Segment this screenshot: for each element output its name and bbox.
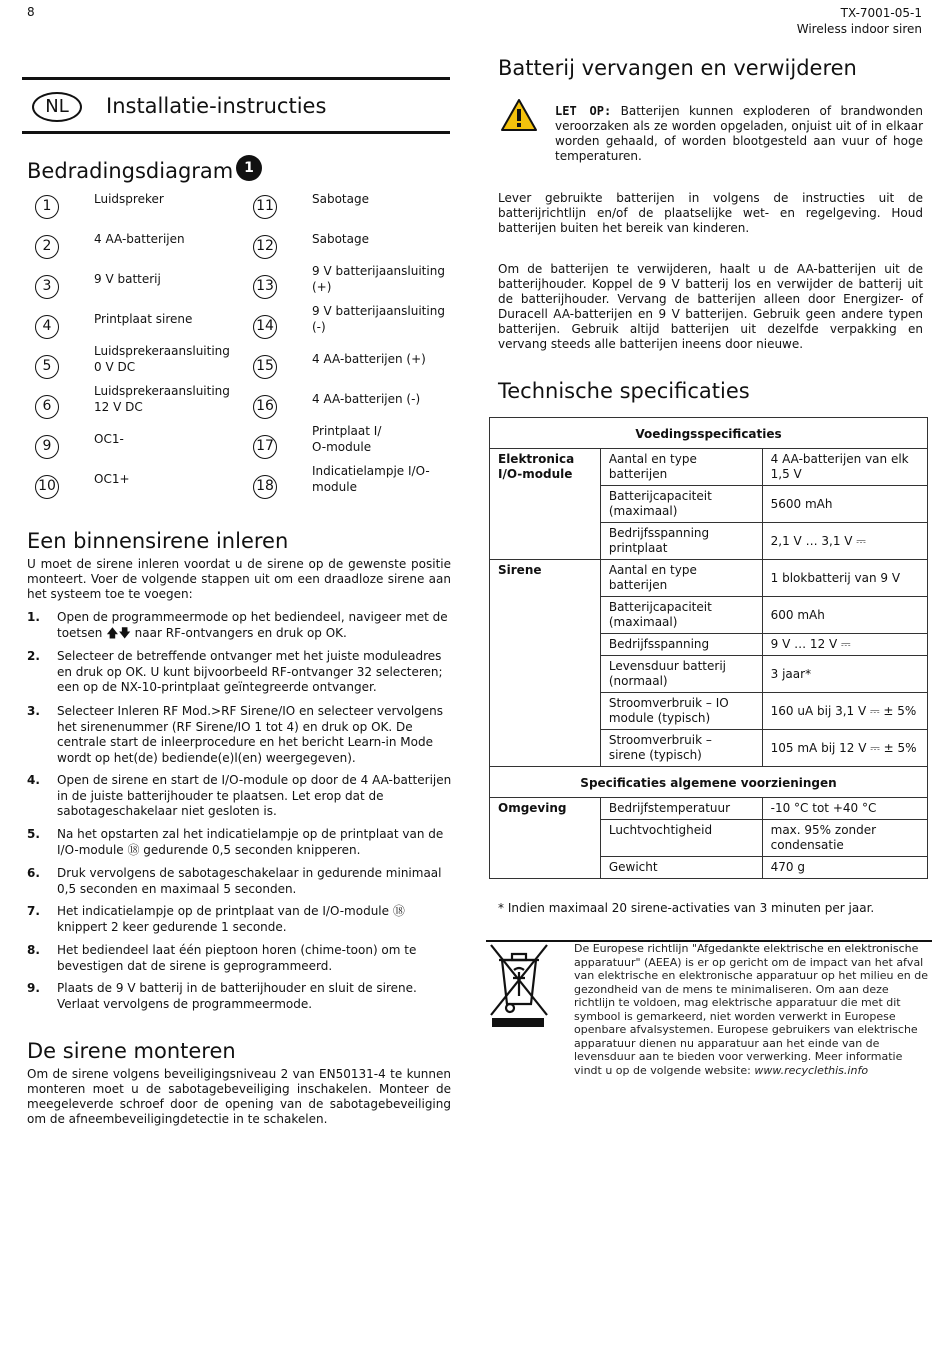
learn-step xyxy=(27,943,453,974)
spec-value: -10 °C tot +40 °C xyxy=(762,798,927,820)
wiring-number-17: 17 xyxy=(253,435,277,459)
spec-parameter: Batterijcapaciteit (maximaal) xyxy=(600,597,762,634)
wiring-label-9: OC1- xyxy=(94,432,124,446)
wiring-number-10: 10 xyxy=(35,475,59,499)
learn-step-number: 2. xyxy=(27,649,40,663)
spec-value: max. 95% zonder condensatie xyxy=(762,820,927,857)
learn-step-number: 1. xyxy=(27,610,40,624)
wiring-number-4: 4 xyxy=(35,315,59,339)
wiring-title: Bedradingsdiagram xyxy=(27,159,234,183)
spec-parameter: Bedrijfstemperatuur xyxy=(600,798,762,820)
spec-category xyxy=(490,597,601,634)
spec-category xyxy=(490,730,601,767)
spec-value: 600 mAh xyxy=(762,597,927,634)
learn-intro: U moet de sirene inleren voordat u de sirene op de gewenste positie monteert. Voer de volgende stappen uit om een draadloze sirene aan het systeem toe te voegen: xyxy=(27,557,451,601)
wiring-number-15: 15 xyxy=(253,355,277,379)
learn-step-text: Selecteer de betreffende ontvanger met het juiste moduleadres en druk op OK. U kunt bijvoorbeeld RF-ontvanger 32 selecteren; een op de NX-10-printplaat geïntegreerde ontvanger. xyxy=(57,649,443,694)
learn-step-number: 5. xyxy=(27,827,40,841)
wiring-label-3: 9 V batterij xyxy=(94,272,161,286)
spec-title: Technische specificaties xyxy=(498,379,750,403)
spec-row xyxy=(490,523,928,560)
language-badge: NL xyxy=(32,92,82,122)
learn-step xyxy=(27,981,453,1012)
learn-step-text: Na het opstarten zal het indicatielampje op de printplaat van de I/O-module ⑱ gedurende 0,5 seconden knipperen. xyxy=(57,827,444,857)
learn-step-number: 8. xyxy=(27,943,40,957)
wiring-label-18: Indicatielampje I/O- module xyxy=(312,464,430,494)
learn-step xyxy=(27,904,453,935)
weee-bin-icon xyxy=(486,940,552,1030)
spec-value: 9 V … 12 V ⎓ xyxy=(762,634,927,656)
learn-step-text: Open de programmeermode op het bediendeel, navigeer met de toetsen 🡅🡇 naar RF-ontvangers en druk op OK. xyxy=(57,610,448,640)
wiring-label-5: Luidsprekeraansluiting 0 V DC xyxy=(94,344,230,374)
warning-icon xyxy=(500,98,538,132)
wiring-number-13: 13 xyxy=(253,275,277,299)
wiring-number-2: 2 xyxy=(35,235,59,259)
spec-row xyxy=(490,449,928,486)
wiring-number-5: 5 xyxy=(35,355,59,379)
warning-text xyxy=(555,104,923,164)
spec-category: Sirene xyxy=(490,560,601,597)
wiring-number-16: 16 xyxy=(253,395,277,419)
spec-parameter: Bedrijfsspanning printplaat xyxy=(600,523,762,560)
spec-category: Omgeving xyxy=(490,798,601,820)
install-title: Installatie-instructies xyxy=(106,94,327,118)
spec-category xyxy=(490,693,601,730)
weee-body: De Europese richtlijn "Afgedankte elektrische en elektronische apparatuur" (AEEA) is er op gericht om de impact van het afval van elektrische en elektronische apparatuur op het milieu en de gezondheid van de mens te minimaliseren. Om aan deze richtlijn te voldoen, mag elektrische apparatuur die met dit symbool is gemarkeerd, niet worden verwerkt in Europese openbare afvalsystemen. Europese gebruikers van elektrische apparatuur dienen nu apparatuur aan het einde van de levensduur aan te bieden voor verwerking. Meer informatie vindt u op de volgende website: xyxy=(574,942,928,1077)
document-reference xyxy=(797,5,922,37)
wiring-number-14: 14 xyxy=(253,315,277,339)
battery-paragraph-2: Om de batterijen te verwijderen, haalt u de AA-batterijen uit de batterijhouder. Koppel de 9 V batterij los en verwijder de batterij uit de batterijhouder. Vervang de batterijen alleen door Energizer- of Duracell AA-batterijen en 9 V batterijen. Gebruik geen andere typen batterijen. Gebruik altijd batterijen uit dezelfde verpakking en vervang steeds alle batterijen ineens door nieuwe. xyxy=(498,262,923,351)
wiring-label-6: Luidsprekeraansluiting 12 V DC xyxy=(94,384,230,414)
wiring-number-11: 11 xyxy=(253,195,277,219)
wiring-number-3: 3 xyxy=(35,275,59,299)
battery-paragraph-1: Lever gebruikte batterijen in volgens de instructies uit de batterijrichtlijn en/of de plaatselijke wet- en regelgeving. Houd batterijen buiten het bereik van kinderen. xyxy=(498,191,923,235)
spec-value: 5600 mAh xyxy=(762,486,927,523)
weee-link[interactable]: www.recyclethis.info xyxy=(754,1063,869,1077)
learn-step xyxy=(27,704,453,766)
wiring-label-1: Luidspreker xyxy=(94,192,164,206)
top-rule-left xyxy=(22,77,450,80)
wiring-label-15: 4 AA-batterijen (+) xyxy=(312,352,426,366)
learn-step-number: 7. xyxy=(27,904,40,918)
warning-body: Batterijen kunnen exploderen of brandwonden veroorzaken als ze worden opgeladen, onjuist uit of in elkaar worden gehaald, of worden blootgesteld aan vuur of hoge temperaturen. xyxy=(555,104,923,163)
spec-row xyxy=(490,693,928,730)
wiring-label-17: Printplaat I/ O-module xyxy=(312,424,382,454)
wiring-label-16: 4 AA-batterijen (-) xyxy=(312,392,421,406)
spec-parameter: Levensduur batterij (normaal) xyxy=(600,656,762,693)
spec-category xyxy=(490,523,601,560)
weee-text xyxy=(574,942,932,1077)
spec-category xyxy=(490,857,601,879)
spec-category: Elektronica I/O-module xyxy=(490,449,601,486)
spec-table xyxy=(489,417,928,879)
warning-label: LET OP: xyxy=(555,104,612,118)
wiring-number-18: 18 xyxy=(253,475,277,499)
power-spec-header: Voedingsspecificaties xyxy=(490,418,928,449)
mount-title: De sirene monteren xyxy=(27,1039,236,1063)
spec-parameter: Gewicht xyxy=(600,857,762,879)
wiring-label-4: Printplaat sirene xyxy=(94,312,193,326)
wiring-label-14: 9 V batterijaansluiting (-) xyxy=(312,304,445,334)
spec-parameter: Bedrijfsspanning xyxy=(600,634,762,656)
spec-row xyxy=(490,634,928,656)
learn-step-number: 9. xyxy=(27,981,40,995)
spec-category xyxy=(490,820,601,857)
learn-title: Een binnensirene inleren xyxy=(27,529,289,553)
wiring-number-1: 1 xyxy=(35,195,59,219)
battery-title: Batterij vervangen en verwijderen xyxy=(498,56,857,80)
spec-parameter: Aantal en type batterijen xyxy=(600,560,762,597)
learn-step-number: 6. xyxy=(27,866,40,880)
learn-step-number: 4. xyxy=(27,773,40,787)
wiring-label-13: 9 V batterijaansluiting (+) xyxy=(312,264,445,294)
general-spec-header: Specificaties algemene voorzieningen xyxy=(490,767,928,798)
spec-parameter: Luchtvochtigheid xyxy=(600,820,762,857)
spec-value: 2,1 V … 3,1 V ⎓ xyxy=(762,523,927,560)
spec-parameter: Stroomverbruik – IO module (typisch) xyxy=(600,693,762,730)
spec-row xyxy=(490,730,928,767)
spec-row xyxy=(490,820,928,857)
learn-step-text: Druk vervolgens de sabotageschakelaar in gedurende minimaal 0,5 seconden en maximaal 5 seconden. xyxy=(57,866,442,896)
learn-step xyxy=(27,827,453,858)
learn-step xyxy=(27,866,453,897)
spec-value: 1 blokbatterij van 9 V xyxy=(762,560,927,597)
spec-category xyxy=(490,634,601,656)
spec-footnote: * Indien maximaal 20 sirene-activaties van 3 minuten per jaar. xyxy=(498,901,875,915)
spec-parameter: Stroomverbruik – sirene (typisch) xyxy=(600,730,762,767)
document-id: TX-7001-05-1 xyxy=(840,6,922,20)
learn-step xyxy=(27,610,453,641)
spec-row xyxy=(490,597,928,634)
document-title: Wireless indoor siren xyxy=(796,22,922,36)
page-number: 8 xyxy=(27,5,35,19)
learn-step-text: Plaats de 9 V batterij in de batterijhouder en sluit de sirene. Verlaat vervolgens de programmeermode. xyxy=(57,981,417,1011)
learn-step xyxy=(27,649,453,696)
bottom-rule-left xyxy=(22,131,450,134)
wiring-number-6: 6 xyxy=(35,395,59,419)
spec-row xyxy=(490,857,928,879)
wiring-number-9: 9 xyxy=(35,435,59,459)
spec-parameter: Batterijcapaciteit (maximaal) xyxy=(600,486,762,523)
learn-step-text: Het bediendeel laat één pieptoon horen (chime-toon) om te bevestigen dat de sirene is geprogrammeerd. xyxy=(57,943,417,973)
spec-category xyxy=(490,656,601,693)
spec-row xyxy=(490,798,928,820)
learn-step xyxy=(27,773,453,820)
learn-step-text: Selecteer Inleren RF Mod.>RF Sirene/IO en selecteer vervolgens het sirenenummer (RF Sirene/IO 1 tot 4) en druk op OK. De centrale start de inleerprocedure en het bericht Learn-in Mode wordt op het(de) bediende(e)l(en) weergegeven). xyxy=(57,704,444,765)
spec-row xyxy=(490,486,928,523)
spec-row xyxy=(490,560,928,597)
wiring-label-10: OC1+ xyxy=(94,472,130,486)
wiring-label-2: 4 AA-batterijen xyxy=(94,232,185,246)
wiring-number-12: 12 xyxy=(253,235,277,259)
spec-parameter: Aantal en type batterijen xyxy=(600,449,762,486)
spec-value: 3 jaar* xyxy=(762,656,927,693)
spec-row xyxy=(490,656,928,693)
spec-value: 470 g xyxy=(762,857,927,879)
spec-category xyxy=(490,486,601,523)
learn-step-text: Het indicatielampje op de printplaat van de I/O-module ⑱ knippert 2 keer gedurende 1 seconde. xyxy=(57,904,405,934)
spec-value: 105 mA bij 12 V ⎓ ± 5% xyxy=(762,730,927,767)
spec-value: 4 AA-batterijen van elk 1,5 V xyxy=(762,449,927,486)
spec-value: 160 uA bij 3,1 V ⎓ ± 5% xyxy=(762,693,927,730)
learn-step-text: Open de sirene en start de I/O-module op door de 4 AA-batterijen in de juiste batterijhouder te plaatsen. Let erop dat de sabotageschakelaar niet gesloten is. xyxy=(57,773,452,818)
learn-step-number: 3. xyxy=(27,704,40,718)
wiring-label-12: Sabotage xyxy=(312,232,369,246)
wiring-label-11: Sabotage xyxy=(312,192,369,206)
wiring-figure-badge: 1 xyxy=(236,155,262,181)
mount-text: Om de sirene volgens beveiligingsniveau 2 van EN50131-4 te kunnen monteren moet u de sabotagebeveiliging inschakelen. Monteer de meegeleverde schroef door de opening van de sabotagebeveiliging om de afneembeveiligingdetectie in te schakelen. xyxy=(27,1067,451,1126)
